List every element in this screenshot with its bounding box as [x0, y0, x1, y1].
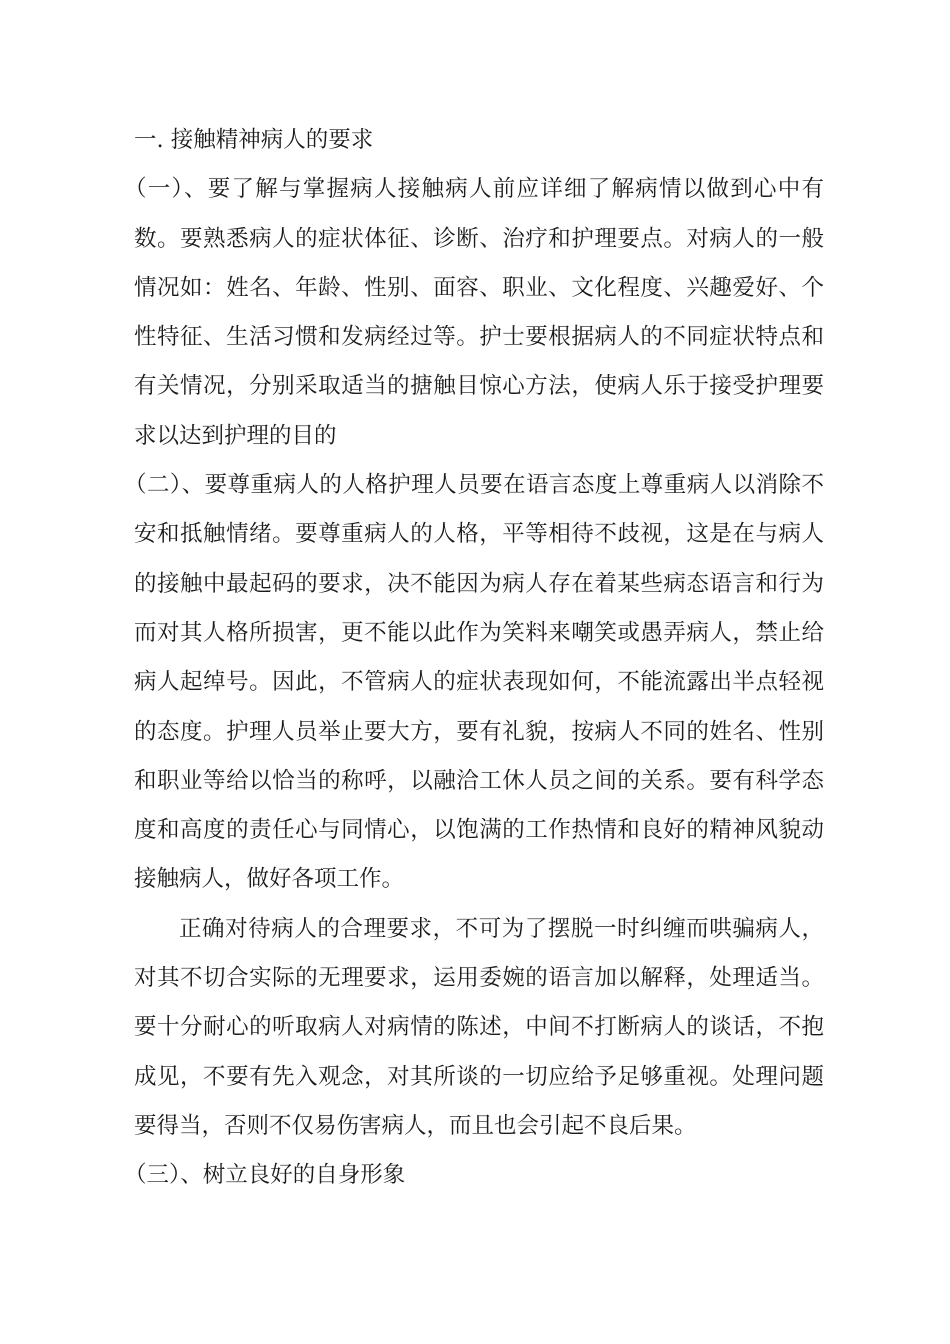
- document-heading: 一. 接触精神病人的要求: [134, 127, 374, 153]
- section-1-paragraph: （一）、要了解与掌握病人接触病人前应详细了解病情以做到心中有数。要熟悉病人的症状体征、诊断、治疗和护理要点。对病人的一般情况如：姓名、年龄、性别、面容、职业、文化程度、兴趣爱好、个性特征、生活习惯和发病经过等。护士要根据病人的不同症状特点和有关情况，分别采取适当的搪触目惊心方法，使病人乐于接受护理要求以达到护理的目的: [124, 176, 824, 449]
- document-body: [124, 116, 824, 1201]
- section-3-heading: （三）、树立良好的自身形象: [124, 1162, 406, 1189]
- body-paragraph: 正确对待病人的合理要求，不可为了摆脱一时纠缠而哄骗病人，对其不切合实际的无理要求，运用委婉的语言加以解释，处理适当。要十分耐心的听取病人对病情的陈述，中间不打断病人的谈话，不抱成见，不要有先入观念，对其所谈的一切应给予足够重视。处理问题要得当，否则不仅易伤害病人，而且也会引起不良后果。: [134, 915, 824, 1139]
- section-2-paragraph: （二）、要尊重病人的人格护理人员要在语言态度上尊重病人以消除不安和抵触情绪。要尊重病人的人格，平等相待不歧视，这是在与病人的接触中最起码的要求，决不能因为病人存在着某些病态语言和行为而对其人格所损害，更不能以此作为笑料来嘲笑或愚弄病人，禁止给病人起绰号。因此，不管病人的症状表现如何，不能流露出半点轻视的态度。护理人员举止要大方，要有礼貌，按病人不同的姓名、性别和职业等给以恰当的称呼，以融洽工休人员之间的关系。要有科学态度和高度的责任心与同情心，以饱满的工作热情和良好的精神风貌动接触病人，做好各项工作。: [124, 472, 824, 893]
